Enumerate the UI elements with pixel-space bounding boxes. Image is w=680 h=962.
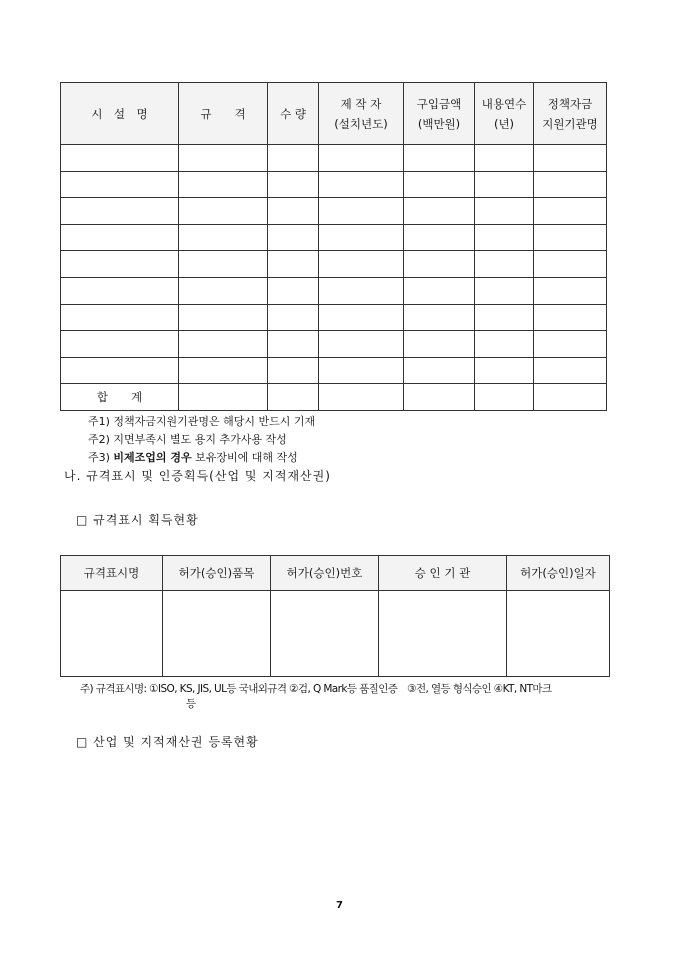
table-cell[interactable] — [319, 224, 404, 251]
header-quantity: 수 량 — [268, 83, 319, 145]
table-cell[interactable] — [475, 145, 534, 172]
table-cell[interactable] — [404, 224, 475, 251]
table-cell[interactable] — [268, 357, 319, 384]
table-cell[interactable] — [475, 224, 534, 251]
table-cell[interactable] — [534, 277, 607, 304]
header-price: 구입금액 (백만원) — [404, 83, 475, 145]
table-cell[interactable] — [404, 171, 475, 198]
total-cell[interactable] — [179, 384, 268, 411]
table-cell[interactable] — [319, 198, 404, 225]
table-cell[interactable] — [179, 331, 268, 358]
header-row — [61, 556, 610, 591]
header-approval-agency: 승 인 기 관 — [379, 556, 507, 591]
table-cell[interactable] — [61, 357, 179, 384]
total-cell[interactable] — [319, 384, 404, 411]
table-cell[interactable] — [61, 171, 179, 198]
table-cell[interactable] — [404, 277, 475, 304]
table-cell[interactable] — [179, 251, 268, 278]
table-cell[interactable] — [179, 277, 268, 304]
header-approved-item: 허가(승인)품목 — [163, 556, 271, 591]
table-cell[interactable] — [319, 251, 404, 278]
table-cell[interactable] — [61, 198, 179, 225]
table-cell[interactable] — [475, 357, 534, 384]
header-approval-date: 허가(승인)일자 — [507, 556, 610, 591]
table-row — [61, 145, 607, 172]
header-fund-agency: 정책자금 지원기관명 — [534, 83, 607, 145]
table-cell[interactable] — [179, 357, 268, 384]
table-row — [61, 591, 610, 677]
section-title: 나. 규격표시 및 인증획득(산업 및 지적재산권) — [64, 469, 331, 483]
table-cell[interactable] — [268, 251, 319, 278]
header-cert-name: 규격표시명 — [61, 556, 163, 591]
table-cell[interactable] — [475, 198, 534, 225]
table-cell[interactable] — [319, 304, 404, 331]
subsection-ip-status: □ 산업 및 지적재산권 등록현황 — [76, 735, 259, 749]
table-row — [61, 277, 607, 304]
table-cell[interactable] — [268, 277, 319, 304]
table-cell[interactable] — [61, 304, 179, 331]
table-cell[interactable] — [268, 198, 319, 225]
table-cell[interactable] — [268, 145, 319, 172]
table-cell[interactable] — [61, 224, 179, 251]
table-cell[interactable] — [268, 304, 319, 331]
table-cell[interactable] — [179, 171, 268, 198]
table-cell[interactable] — [179, 304, 268, 331]
table-cell[interactable] — [268, 331, 319, 358]
table-cell[interactable] — [61, 331, 179, 358]
table-cell[interactable] — [271, 591, 379, 677]
table-row — [61, 171, 607, 198]
table-cell[interactable] — [268, 171, 319, 198]
table-cell[interactable] — [404, 331, 475, 358]
table-cell[interactable] — [61, 591, 163, 677]
table-cell[interactable] — [404, 145, 475, 172]
cert-note: 주) 규격표시명: ①ISO, KS, JIS, UL등 국내외규격 ②검, Q Mark등 품질인증 ③전, 열등 형식승인 ④KT, NT마크 — [80, 683, 552, 695]
table-cell[interactable] — [404, 198, 475, 225]
header-lifespan: 내용연수 (년) — [475, 83, 534, 145]
table-cell[interactable] — [319, 357, 404, 384]
note-2: 주2) 지면부족시 별도 용지 추가사용 작성 — [88, 433, 287, 446]
table-cell[interactable] — [534, 171, 607, 198]
table-cell[interactable] — [61, 277, 179, 304]
table-cell[interactable] — [319, 145, 404, 172]
table-cell[interactable] — [475, 304, 534, 331]
table-cell[interactable] — [534, 331, 607, 358]
table-cell[interactable] — [379, 591, 507, 677]
total-cell[interactable] — [475, 384, 534, 411]
table-cell[interactable] — [475, 171, 534, 198]
note-1: 주1) 정책자금지원기관명은 해당시 반드시 기재 — [88, 415, 316, 428]
facility-table — [60, 82, 607, 411]
table-cell[interactable] — [475, 331, 534, 358]
table-cell[interactable] — [61, 251, 179, 278]
table-cell[interactable] — [507, 591, 610, 677]
total-cell[interactable] — [534, 384, 607, 411]
table-row — [61, 198, 607, 225]
cert-table — [60, 555, 610, 677]
header-approval-number: 허가(승인)번호 — [271, 556, 379, 591]
table-row — [61, 251, 607, 278]
header-facility-name: 시 설 명 — [61, 83, 179, 145]
table-row — [61, 304, 607, 331]
header-row — [61, 83, 607, 145]
total-row — [61, 384, 607, 411]
table-cell[interactable] — [319, 331, 404, 358]
table-cell[interactable] — [534, 224, 607, 251]
table-cell[interactable] — [534, 198, 607, 225]
table-row — [61, 224, 607, 251]
table-cell[interactable] — [404, 251, 475, 278]
table-cell[interactable] — [179, 224, 268, 251]
table-cell[interactable] — [268, 224, 319, 251]
total-cell[interactable] — [268, 384, 319, 411]
cert-note-cont: 등 — [186, 698, 197, 710]
note-3: 주3) 비제조업의 경우 보유장비에 대해 작성 — [88, 451, 298, 464]
table-cell[interactable] — [475, 277, 534, 304]
table-cell[interactable] — [179, 198, 268, 225]
table-cell[interactable] — [475, 251, 534, 278]
table-row — [61, 331, 607, 358]
header-manufacturer: 제 작 자 (설치년도) — [319, 83, 404, 145]
table-cell[interactable] — [179, 145, 268, 172]
table-cell[interactable] — [404, 304, 475, 331]
subsection-cert-status: □ 규격표시 획득현황 — [76, 513, 199, 527]
total-label: 합 계 — [61, 384, 179, 411]
table-cell[interactable] — [534, 304, 607, 331]
header-spec: 규 격 — [179, 83, 268, 145]
page-number: 7 — [336, 900, 343, 911]
total-cell[interactable] — [404, 384, 475, 411]
table-row — [61, 357, 607, 384]
table-cell[interactable] — [534, 357, 607, 384]
table-cell[interactable] — [534, 251, 607, 278]
table-cell[interactable] — [61, 145, 179, 172]
table-cell[interactable] — [319, 171, 404, 198]
table-cell[interactable] — [404, 357, 475, 384]
table-cell[interactable] — [319, 277, 404, 304]
table-cell[interactable] — [163, 591, 271, 677]
table-cell[interactable] — [534, 145, 607, 172]
